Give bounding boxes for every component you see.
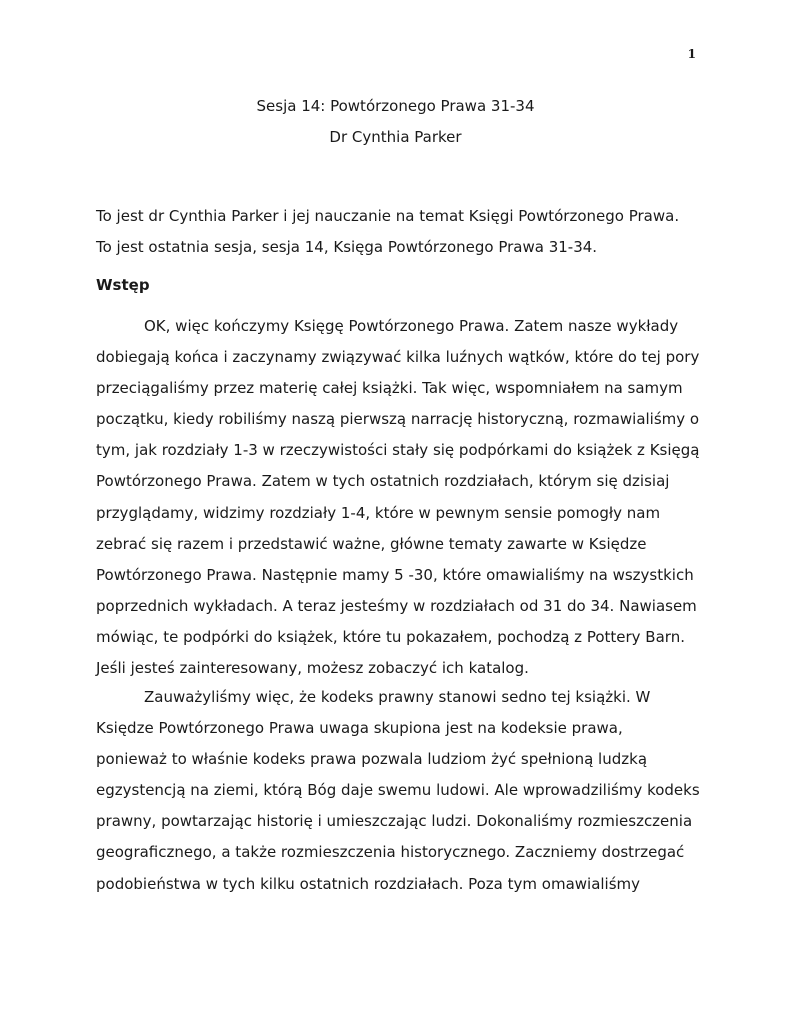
document-title xyxy=(0,91,791,153)
text-line: Zauważyliśmy więc, że kodeks prawny stanowi sedno tej książki. W xyxy=(144,688,651,706)
text-line: tym, jak rozdziały 1-3 w rzeczywistości stały się podpórkami do książek z Księgą xyxy=(96,441,700,460)
text-line: dobiegają końca i zaczynamy związywać kilka luźnych wątków, które do tej pory xyxy=(96,348,700,367)
text-line: Księdze Powtórzonego Prawa uwaga skupiona jest na kodeksie prawa, xyxy=(96,719,623,738)
text-line: geograficznego, a także rozmieszczenia historycznego. Zaczniemy dostrzegać xyxy=(96,843,685,862)
paragraph-2 xyxy=(96,682,716,900)
text-line: Jeśli jesteś zainteresowany, możesz zobaczyć ich katalog. xyxy=(96,659,529,678)
text-line: poprzednich wykładach. A teraz jesteśmy w rozdziałach od 31 do 34. Nawiasem xyxy=(96,596,697,615)
text-line: przeciągaliśmy przez materię całej książki. Tak więc, wspomniałem na samym xyxy=(96,379,683,398)
text-line: podobieństwa w tych kilku ostatnich rozdziałach. Poza tym omawialiśmy xyxy=(96,874,641,893)
text-line: Powtórzonego Prawa. Zatem w tych ostatnich rozdziałach, którym się dzisiaj xyxy=(96,472,670,491)
title-line: Sesja 14: Powtórzonego Prawa 31-34 xyxy=(256,97,535,115)
text-line: OK, więc kończymy Księgę Powtórzonego Prawa. Zatem nasze wykłady xyxy=(144,317,679,335)
text-line: mówiąc, te podpórki do książek, które tu pokazałem, pochodzą z Pottery Barn. xyxy=(96,627,685,646)
text-line: zebrać się razem i przedstawić ważne, główne tematy zawarte w Księdze xyxy=(96,534,647,553)
author-line: Dr Cynthia Parker xyxy=(329,128,462,146)
section-heading: Wstęp xyxy=(96,276,150,294)
text-line: ponieważ to właśnie kodeks prawa pozwala ludziom żyć spełnioną ludzką xyxy=(96,750,648,769)
text-line: egzystencją na ziemi, którą Bóg daje swemu ludowi. Ale wprowadziliśmy kodeks xyxy=(96,781,700,800)
paragraph-1 xyxy=(96,311,716,684)
text-line: początku, kiedy robiliśmy naszą pierwszą narrację historyczną, rozmawialiśmy o xyxy=(96,410,700,429)
intro-line: To jest ostatnia sesja, sesja 14, Księga Powtórzonego Prawa 31-34. xyxy=(96,238,598,256)
text-line: Powtórzonego Prawa. Następnie mamy 5 -30, które omawialiśmy na wszystkich xyxy=(96,565,694,584)
intro-line: To jest dr Cynthia Parker i jej nauczanie na temat Księgi Powtórzonego Prawa. xyxy=(96,207,680,225)
intro-text xyxy=(96,201,716,263)
text-line: przyglądamy, widzimy rozdziały 1-4, które w pewnym sensie pomogły nam xyxy=(96,503,661,522)
page-number: 1 xyxy=(687,47,696,61)
text-line: prawny, powtarzając historię i umieszczając ludzi. Dokonaliśmy rozmieszczenia xyxy=(96,812,693,831)
